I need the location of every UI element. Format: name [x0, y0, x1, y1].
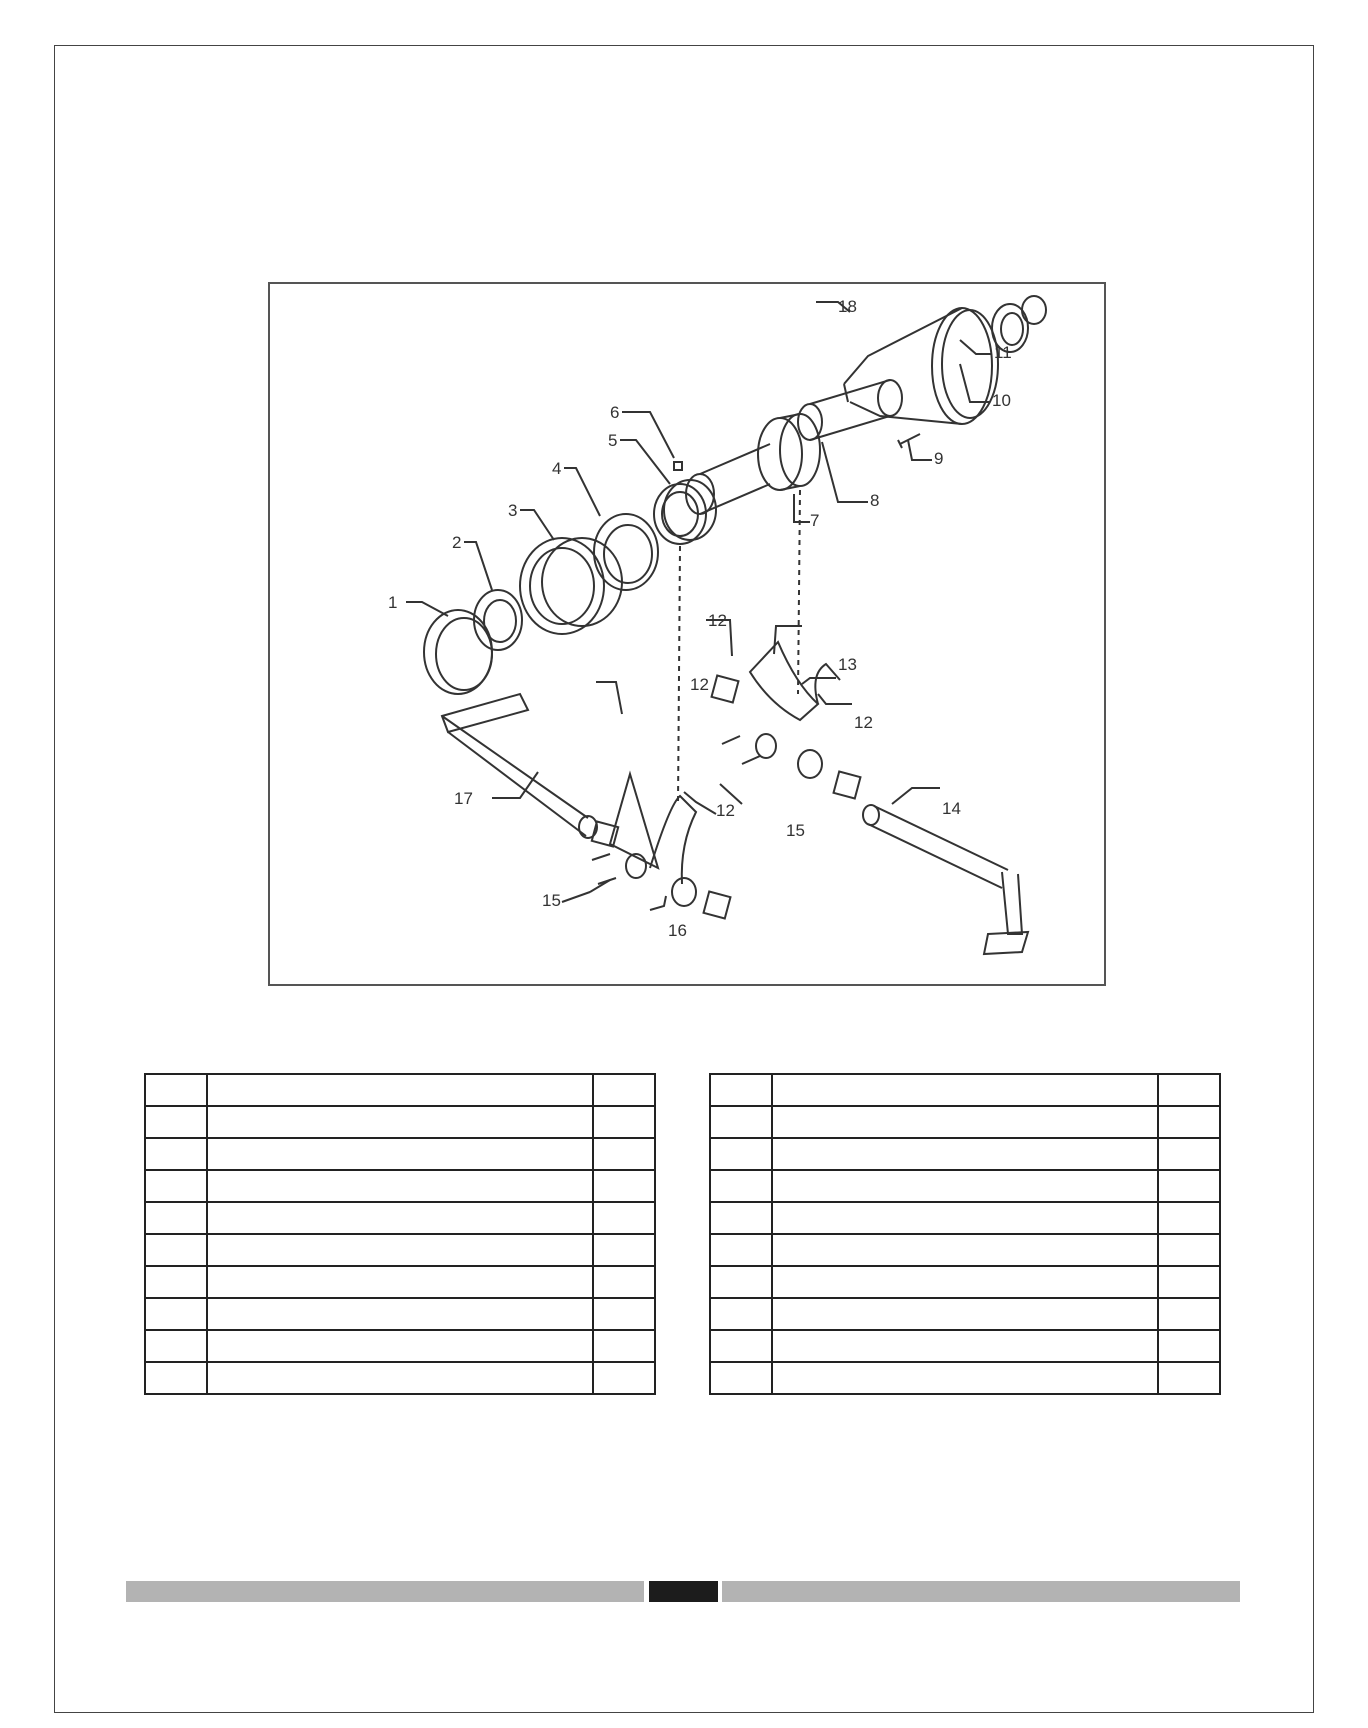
- callout: 13: [838, 655, 857, 674]
- table-row: [145, 1298, 655, 1330]
- callout: 8: [870, 491, 880, 510]
- quantity-cell: [593, 1266, 655, 1298]
- table-row: [145, 1106, 655, 1138]
- quantity-cell: [1158, 1234, 1220, 1266]
- table-row: [145, 1138, 655, 1170]
- footer-bar-right: [722, 1581, 1240, 1602]
- description-cell: [207, 1298, 593, 1330]
- callout: 5: [608, 431, 618, 450]
- quantity-cell: [593, 1170, 655, 1202]
- footer-page-number: [649, 1581, 718, 1602]
- part-number-cell: [145, 1138, 207, 1170]
- callout: 4: [552, 459, 562, 478]
- description-cell: [772, 1074, 1158, 1106]
- quantity-cell: [1158, 1362, 1220, 1394]
- description-cell: [772, 1298, 1158, 1330]
- part-number-cell: [710, 1138, 772, 1170]
- part-1-ring: [424, 610, 492, 694]
- callout: 11: [994, 343, 1012, 362]
- part-number-cell: [710, 1298, 772, 1330]
- part-17-shift-shaft: [442, 694, 618, 847]
- callout: 15: [786, 821, 805, 840]
- description-cell: [772, 1138, 1158, 1170]
- quantity-cell: [1158, 1202, 1220, 1234]
- quantity-cell: [593, 1298, 655, 1330]
- table-row: [710, 1138, 1220, 1170]
- callout: 6: [610, 403, 620, 422]
- diagram-drawing: [270, 284, 1104, 984]
- callout: 18: [838, 297, 857, 316]
- description-cell: [207, 1362, 593, 1394]
- description-cell: [772, 1106, 1158, 1138]
- table-row: [145, 1234, 655, 1266]
- quantity-cell: [1158, 1138, 1220, 1170]
- quantity-cell: [593, 1074, 655, 1106]
- part-11-clip: [1022, 296, 1046, 324]
- table-row: [710, 1170, 1220, 1202]
- quantity-cell: [593, 1202, 655, 1234]
- quantity-cell: [593, 1330, 655, 1362]
- quantity-cell: [1158, 1074, 1220, 1106]
- description-cell: [207, 1234, 593, 1266]
- quantity-cell: [1158, 1170, 1220, 1202]
- description-cell: [772, 1330, 1158, 1362]
- description-cell: [772, 1170, 1158, 1202]
- callout: 14: [942, 799, 961, 818]
- table-row: [145, 1362, 655, 1394]
- quantity-cell: [593, 1138, 655, 1170]
- part-number-cell: [710, 1362, 772, 1394]
- exploded-parts-diagram: [268, 282, 1106, 986]
- parts-table-right: [709, 1073, 1221, 1395]
- callout: 2: [452, 533, 462, 552]
- callout: 3: [508, 501, 518, 520]
- description-cell: [207, 1330, 593, 1362]
- table-row: [145, 1170, 655, 1202]
- description-cell: [207, 1202, 593, 1234]
- part-number-cell: [710, 1106, 772, 1138]
- quantity-cell: [593, 1234, 655, 1266]
- description-cell: [772, 1362, 1158, 1394]
- part-18-housing: [844, 308, 998, 424]
- table-row: [710, 1362, 1220, 1394]
- table-row: [710, 1202, 1220, 1234]
- part-8-tube: [798, 380, 902, 440]
- description-cell: [207, 1074, 593, 1106]
- part-6-nut: [674, 462, 682, 470]
- callout: 17: [454, 789, 473, 808]
- quantity-cell: [593, 1106, 655, 1138]
- description-cell: [772, 1202, 1158, 1234]
- quantity-cell: [1158, 1106, 1220, 1138]
- quantity-cell: [1158, 1330, 1220, 1362]
- part-number-cell: [710, 1234, 772, 1266]
- callout: 9: [934, 449, 944, 468]
- table-row: [145, 1202, 655, 1234]
- part-number-cell: [145, 1234, 207, 1266]
- description-cell: [772, 1234, 1158, 1266]
- callout: 1: [388, 593, 398, 612]
- part-number-cell: [145, 1202, 207, 1234]
- part-number-cell: [145, 1074, 207, 1106]
- description-cell: [207, 1170, 593, 1202]
- table-row: [145, 1266, 655, 1298]
- quantity-cell: [1158, 1266, 1220, 1298]
- description-cell: [772, 1266, 1158, 1298]
- table-row: [710, 1106, 1220, 1138]
- part-14-shift-shaft: [863, 805, 1028, 954]
- parts-table-left: [144, 1073, 656, 1395]
- callout: 7: [810, 511, 820, 530]
- part-number-cell: [145, 1266, 207, 1298]
- table-row: [145, 1074, 655, 1106]
- part-number-cell: [710, 1266, 772, 1298]
- part-number-cell: [145, 1330, 207, 1362]
- callout: 12: [716, 801, 735, 820]
- callout: 16: [668, 921, 687, 940]
- part-3-housing: [520, 538, 622, 634]
- shift-fork-left: [592, 774, 730, 918]
- part-number-cell: [710, 1330, 772, 1362]
- part-number-cell: [145, 1106, 207, 1138]
- table-row: [710, 1298, 1220, 1330]
- footer-bar-left: [126, 1581, 644, 1602]
- table-row: [710, 1074, 1220, 1106]
- part-number-cell: [145, 1298, 207, 1330]
- part-number-cell: [145, 1170, 207, 1202]
- part-number-cell: [710, 1202, 772, 1234]
- table-row: [710, 1234, 1220, 1266]
- table-row: [710, 1330, 1220, 1362]
- part-number-cell: [710, 1170, 772, 1202]
- callout: 12: [854, 713, 873, 732]
- callout: 12: [690, 675, 709, 694]
- part-4-bearing: [594, 514, 658, 590]
- quantity-cell: [1158, 1298, 1220, 1330]
- table-row: [145, 1330, 655, 1362]
- description-cell: [207, 1106, 593, 1138]
- part-number-cell: [710, 1074, 772, 1106]
- description-cell: [207, 1266, 593, 1298]
- part-number-cell: [145, 1362, 207, 1394]
- table-row: [710, 1266, 1220, 1298]
- quantity-cell: [593, 1362, 655, 1394]
- description-cell: [207, 1138, 593, 1170]
- callout: 15: [542, 891, 561, 910]
- callout: 10: [992, 391, 1011, 410]
- callout: 12: [708, 611, 727, 630]
